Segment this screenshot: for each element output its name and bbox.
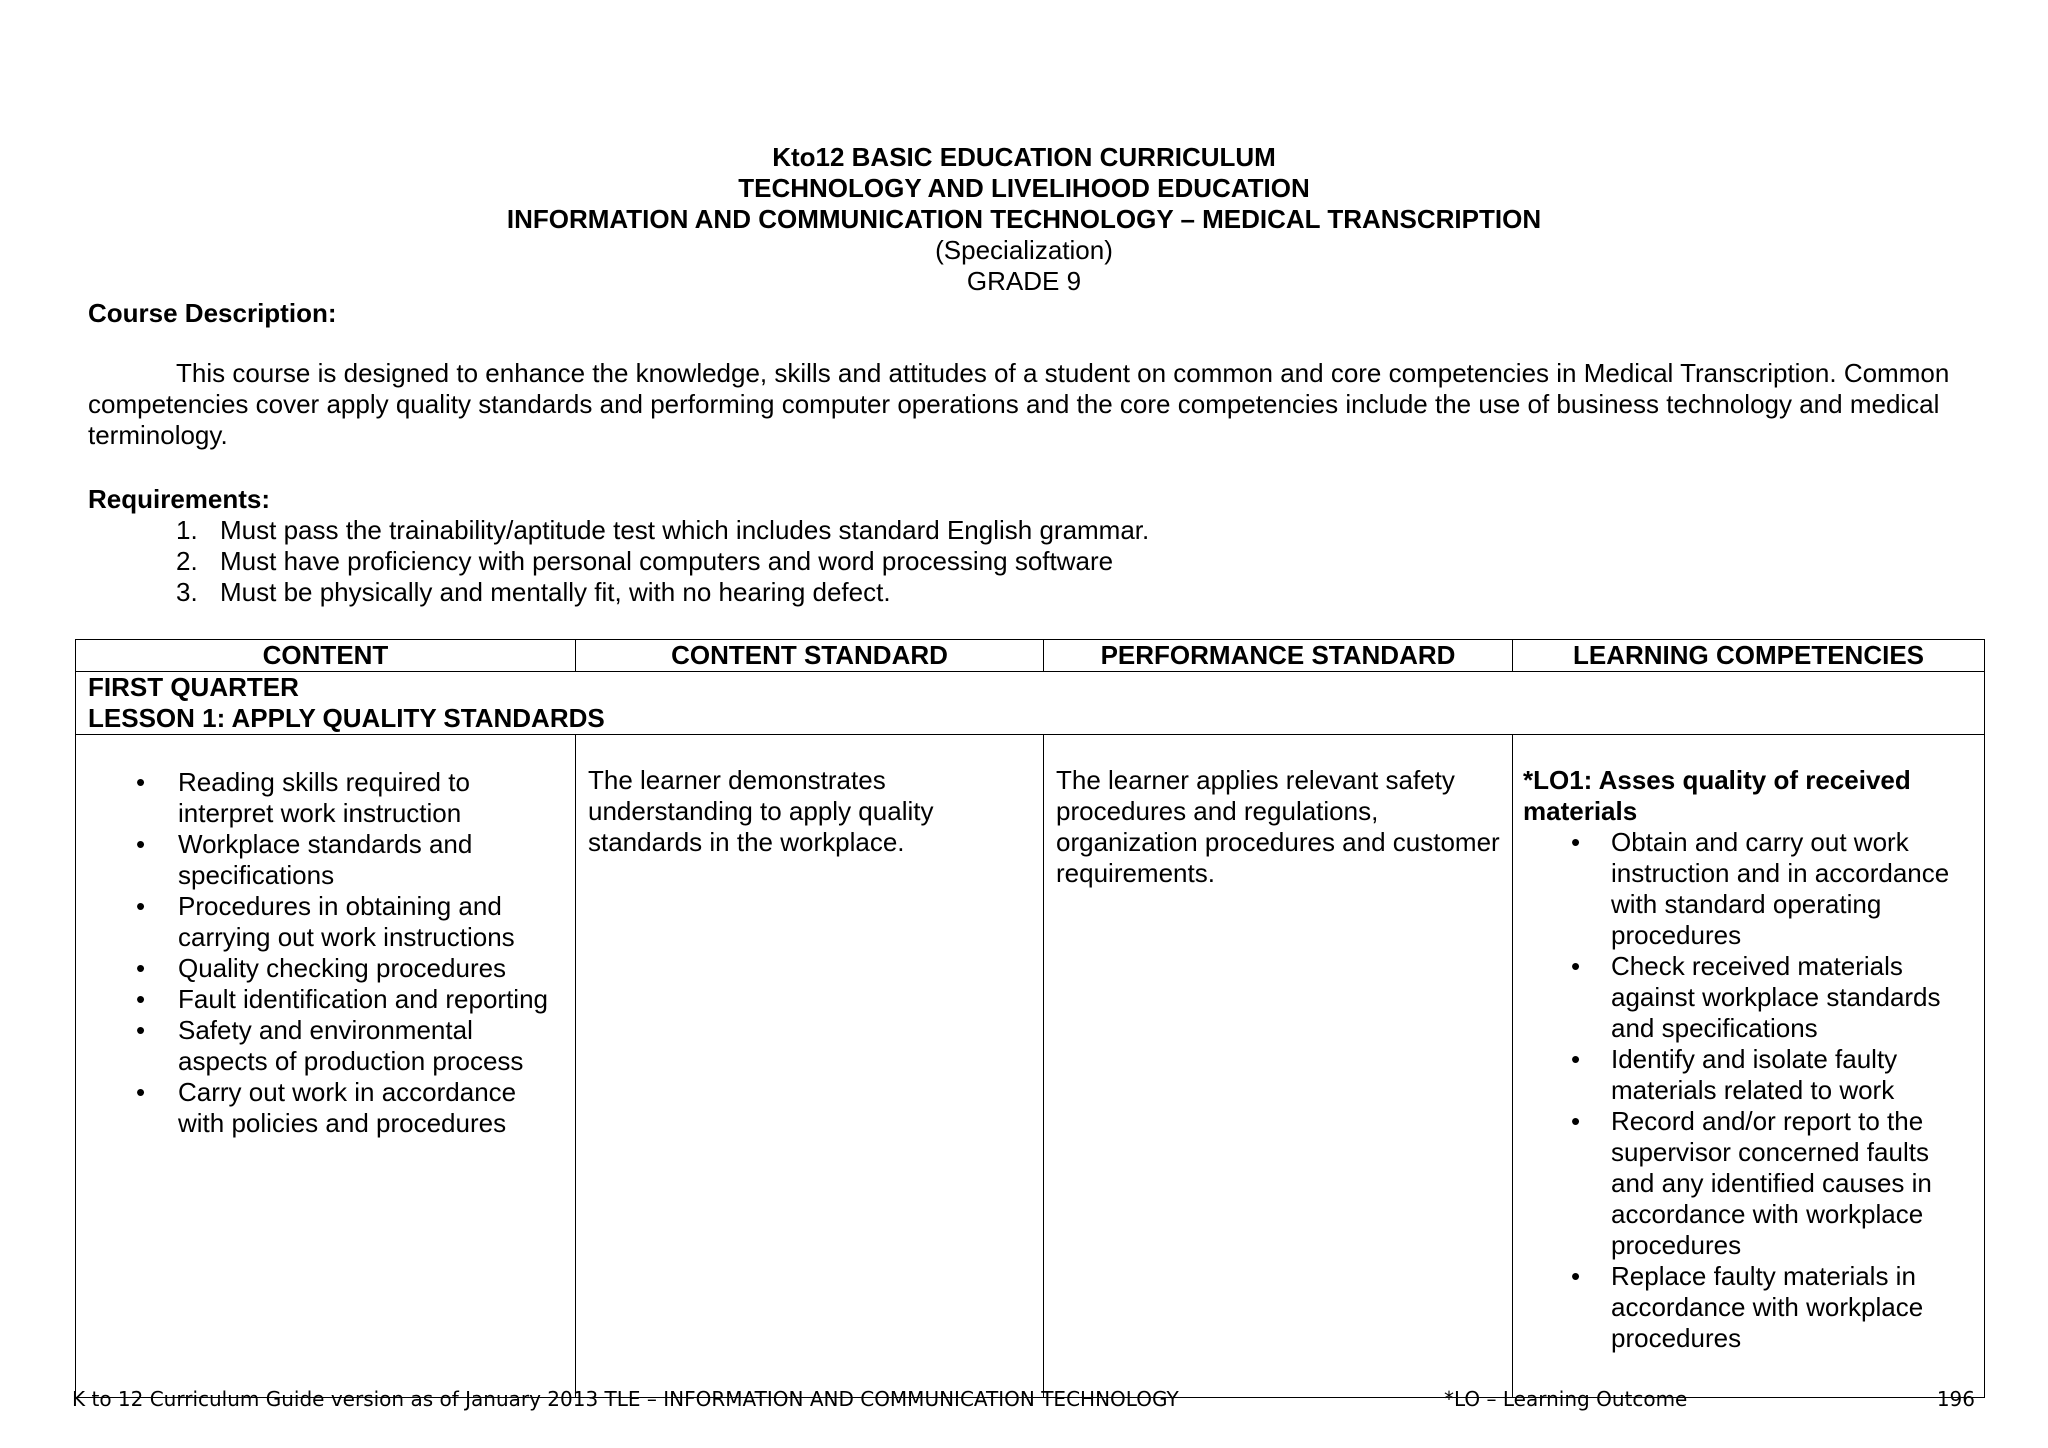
competency-list [1523, 827, 1974, 1354]
list-item: • Reading skills required to interpret work instruction [136, 767, 470, 828]
quarter-label: FIRST QUARTER [88, 672, 299, 702]
content-list [90, 767, 561, 1139]
list-item: • Identify and isolate faulty materials related to work [1571, 1044, 1898, 1105]
lesson-label: LESSON 1: APPLY QUALITY STANDARDS [88, 703, 605, 733]
bullet-icon: • [136, 829, 146, 859]
list-item: • Quality checking procedures [136, 953, 507, 983]
bullet-icon: • [136, 891, 146, 921]
quarter-cell [76, 672, 1985, 735]
requirement-item: 3. Must be physically and mentally fit, with no hearing defect. [176, 577, 891, 607]
bullet-icon: • [136, 984, 146, 1014]
document-header [0, 142, 2048, 297]
table-header-row [76, 640, 1985, 672]
bullet-icon: • [1571, 827, 1581, 857]
page-number: 196 [1936, 1387, 1975, 1411]
list-item: • Record and/or report to the supervisor concerned faults and any identified causes in accordance with workplace procedures [1571, 1106, 1932, 1260]
course-description-label: Course Description: [88, 298, 337, 328]
list-item: • Carry out work in accordance with policies and procedures [136, 1077, 517, 1138]
column-header-content-standard: CONTENT STANDARD [576, 640, 1044, 672]
requirements-label: Requirements: [88, 484, 271, 514]
footer-lo-note: *LO – Learning Outcome [1444, 1387, 1688, 1411]
bullet-icon: • [1571, 1044, 1581, 1074]
list-item: • Obtain and carry out work instruction and in accordance with standard operating procedures [1571, 827, 1950, 950]
curriculum-table [75, 639, 1985, 1398]
performance-standard-cell [1044, 735, 1513, 1398]
learning-outcome-title: *LO1: Asses quality of received materials [1523, 765, 1911, 826]
bullet-icon: • [1571, 1261, 1581, 1291]
bullet-icon: • [136, 1077, 146, 1107]
list-item: • Procedures in obtaining and carrying out work instructions [136, 891, 515, 952]
column-header-content: CONTENT [76, 640, 576, 672]
column-header-learning-competencies: LEARNING COMPETENCIES [1513, 640, 1985, 672]
bullet-icon: • [136, 953, 146, 983]
requirement-item: 2. Must have proficiency with personal computers and word processing software [176, 546, 1114, 576]
grade-level: GRADE 9 [966, 266, 1082, 296]
footer-guide-text: K to 12 Curriculum Guide version as of January 2013 TLE – INFORMATION AND COMMUNICATION TECHNOLOGY [72, 1387, 1179, 1411]
list-item: • Replace faulty materials in accordance with workplace procedures [1571, 1261, 1924, 1353]
course-description-text: This course is designed to enhance the knowledge, skills and attitudes of a student on common and core competencies in Medical Transcription. Common competencies cover apply quality standards and performing computer operations and the core competencies include the use of business technology and medical terminology. [88, 358, 1950, 450]
list-item: • Workplace standards and specifications [136, 829, 473, 890]
quarter-row [76, 672, 1985, 735]
list-item: • Fault identification and reporting [136, 984, 549, 1014]
specialization-title: INFORMATION AND COMMUNICATION TECHNOLOGY – MEDICAL TRANSCRIPTION [506, 204, 1542, 234]
content-cell [76, 735, 576, 1398]
content-standard-text: The learner demonstrates understanding to apply quality standards in the workplace. [588, 765, 934, 857]
table-row [76, 735, 1985, 1398]
performance-standard-text: The learner applies relevant safety procedures and regulations, organization procedures and customer requirements. [1056, 765, 1500, 888]
bullet-icon: • [1571, 951, 1581, 981]
requirements-list [176, 515, 1149, 608]
bullet-icon: • [136, 1015, 146, 1045]
bullet-icon: • [1571, 1106, 1581, 1136]
bullet-icon: • [136, 767, 146, 797]
page-footer [0, 1384, 2048, 1414]
column-header-performance-standard: PERFORMANCE STANDARD [1044, 640, 1513, 672]
specialization-note: (Specialization) [935, 235, 1113, 265]
subject-title: TECHNOLOGY AND LIVELIHOOD EDUCATION [738, 173, 1310, 203]
learning-competencies-cell [1513, 735, 1985, 1398]
content-standard-cell [576, 735, 1044, 1398]
curriculum-title: Kto12 BASIC EDUCATION CURRICULUM [772, 142, 1276, 172]
list-item: • Check received materials against workplace standards and specifications [1571, 951, 1941, 1043]
list-item: • Safety and environmental aspects of production process [136, 1015, 524, 1076]
requirement-item: 1. Must pass the trainability/aptitude test which includes standard English grammar. [176, 515, 1150, 545]
